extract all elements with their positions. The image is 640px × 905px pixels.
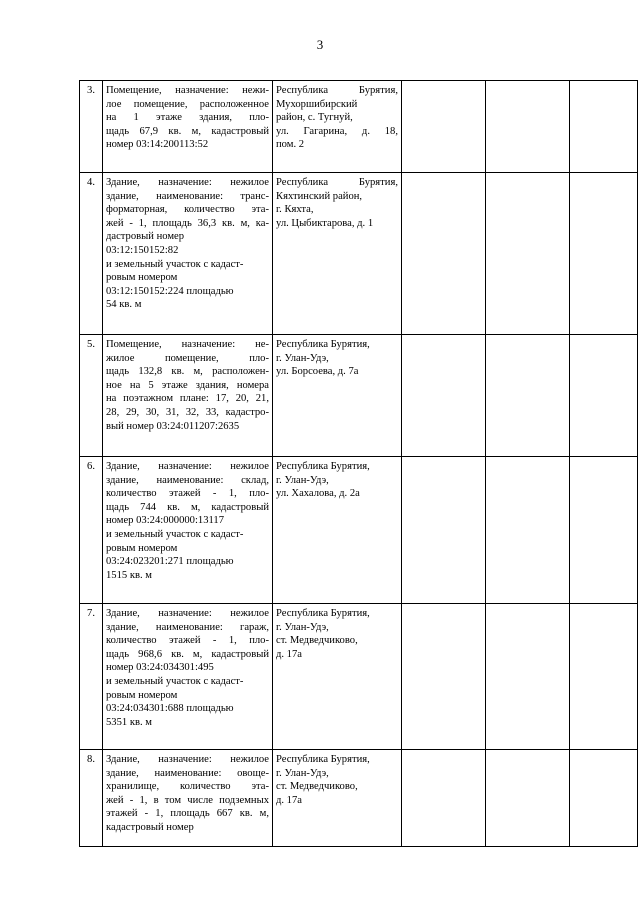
description-line: на поэтажном плане: 17, 20, 21, — [106, 393, 269, 405]
object-address — [273, 173, 402, 335]
description-line: Здание, назначение: нежилое — [106, 608, 269, 619]
row-number: 8. — [80, 750, 103, 847]
address-line: г. Кяхта, — [276, 204, 314, 216]
description-line: 54 кв. м — [106, 299, 142, 311]
description-line: 28, 29, 30, 31, 32, 33, кадастро- — [106, 406, 269, 418]
row-number: 4. — [80, 173, 103, 335]
description-line: номер 03:24:000000:13117 — [106, 515, 225, 527]
description-line: щадь 67,9 кв. м, кадастровый — [106, 125, 269, 137]
description-line: 03:12:150152:82 — [106, 244, 179, 256]
empty-cell — [402, 750, 486, 847]
empty-cell — [486, 457, 570, 604]
property-table — [79, 80, 638, 847]
address-line: Республика Бурятия, — [276, 177, 398, 188]
address-line: Кяхтинский район, — [276, 190, 363, 202]
address-line: г. Улан-Удэ, — [276, 621, 329, 633]
description-line: номер 03:14:200113:52 — [106, 139, 209, 151]
row-number: 5. — [80, 335, 103, 457]
table-row — [80, 335, 638, 457]
page-number: 3 — [316, 37, 324, 52]
object-description — [103, 604, 273, 750]
description-line: Здание, назначение: нежилое — [106, 461, 269, 472]
description-line: Помещение, назначение: не- — [106, 339, 269, 350]
description-line: лое помещение, расположенное — [106, 98, 269, 110]
description-line: здание, наименование: транс- — [106, 190, 269, 202]
address-line: Республика Бурятия, — [276, 339, 370, 350]
address-line: ул. Борсоева, д. 7а — [276, 366, 359, 378]
description-line: хранилище, количество эта- — [106, 781, 269, 793]
address-line: ст. Медведчиково, — [276, 635, 358, 647]
object-address — [273, 457, 402, 604]
description-line: на 1 этаже здания, пло- — [106, 112, 269, 124]
description-line: 03:12:150152:224 площадью — [106, 285, 234, 297]
address-line: д. 17а — [276, 648, 302, 660]
address-line: ул. Гагарина, д. 18, — [276, 125, 398, 137]
address-line: Мухоршибирский — [276, 98, 358, 110]
object-address — [273, 335, 402, 457]
description-line: и земельный участок с кадаст- — [106, 258, 244, 270]
empty-cell — [486, 604, 570, 750]
table-row — [80, 604, 638, 750]
description-line: ровым номером — [106, 689, 178, 701]
description-line: кадастровый номер — [106, 821, 194, 833]
empty-cell — [486, 335, 570, 457]
row-number: 3. — [80, 81, 103, 173]
description-line: ное на 5 этаже здания, номера — [106, 379, 269, 391]
empty-cell — [570, 604, 638, 750]
description-line: жей - 1, площадь 36,3 кв. м, ка- — [106, 217, 269, 229]
row-number: 6. — [80, 457, 103, 604]
description-line: количество этажей - 1, пло- — [106, 635, 269, 647]
empty-cell — [486, 173, 570, 335]
address-line: район, с. Тугнуй, — [276, 112, 353, 124]
empty-cell — [402, 457, 486, 604]
description-line: Помещение, назначение: нежи- — [106, 85, 269, 96]
address-line: ул. Цыбиктарова, д. 1 — [276, 217, 374, 229]
object-address — [273, 604, 402, 750]
description-line: жей - 1, в том числе подземных — [106, 794, 269, 806]
description-line: щадь 968,6 кв. м, кадастровый — [106, 648, 269, 660]
empty-cell — [570, 457, 638, 604]
address-line: Республика Бурятия, — [276, 461, 370, 472]
description-line: 1515 кв. м — [106, 569, 152, 581]
description-line: вый номер 03:24:011207:2635 — [106, 420, 240, 432]
object-description — [103, 81, 273, 173]
description-line: Здание, назначение: нежилое — [106, 754, 269, 765]
object-address — [273, 750, 402, 847]
description-line: щадь 744 кв. м, кадастровый — [106, 501, 269, 513]
table-row — [80, 457, 638, 604]
description-line: ровым номером — [106, 542, 178, 554]
address-line: д. 17а — [276, 794, 302, 806]
description-line: ровым номером — [106, 272, 178, 284]
description-line: 5351 кв. м — [106, 716, 152, 728]
description-line: этажей - 1, площадь 667 кв. м, — [106, 808, 269, 820]
address-line: г. Улан-Удэ, — [276, 767, 329, 779]
object-description — [103, 335, 273, 457]
address-line: ул. Хахалова, д. 2а — [276, 488, 360, 500]
description-line: щадь 132,8 кв. м, расположен- — [106, 366, 269, 378]
table-row — [80, 173, 638, 335]
object-description — [103, 457, 273, 604]
address-line: ст. Медведчиково, — [276, 781, 358, 793]
description-line: здание, наименование: склад, — [106, 474, 269, 486]
address-line: г. Улан-Удэ, — [276, 352, 329, 364]
description-line: номер 03:24:034301:495 — [106, 662, 214, 674]
empty-cell — [570, 335, 638, 457]
empty-cell — [570, 81, 638, 173]
empty-cell — [570, 750, 638, 847]
description-line: 03:24:023201:271 площадью — [106, 556, 234, 568]
empty-cell — [486, 750, 570, 847]
description-line: и земельный участок с кадаст- — [106, 528, 244, 540]
description-line: форматорная, количество эта- — [106, 204, 269, 216]
object-description — [103, 750, 273, 847]
empty-cell — [402, 173, 486, 335]
empty-cell — [402, 335, 486, 457]
table-row — [80, 750, 638, 847]
address-line: Республика Бурятия, — [276, 754, 370, 765]
empty-cell — [402, 604, 486, 750]
object-address — [273, 81, 402, 173]
description-line: и земельный участок с кадаст- — [106, 675, 244, 687]
empty-cell — [402, 81, 486, 173]
object-description — [103, 173, 273, 335]
description-line: количество этажей - 1, пло- — [106, 488, 269, 500]
address-line: г. Улан-Удэ, — [276, 474, 329, 486]
description-line: здание, наименование: овоще- — [106, 767, 269, 779]
description-line: 03:24:034301:688 площадью — [106, 703, 234, 715]
description-line: Здание, назначение: нежилое — [106, 177, 269, 188]
empty-cell — [486, 81, 570, 173]
address-line: Республика Бурятия, — [276, 608, 370, 619]
address-line: Республика Бурятия, — [276, 85, 398, 96]
empty-cell — [570, 173, 638, 335]
address-line: пом. 2 — [276, 139, 305, 151]
table-row — [80, 81, 638, 173]
description-line: дастровый номер — [106, 231, 185, 243]
description-line: здание, наименование: гараж, — [106, 621, 269, 633]
description-line: жилое помещение, пло- — [106, 352, 269, 364]
row-number: 7. — [80, 604, 103, 750]
